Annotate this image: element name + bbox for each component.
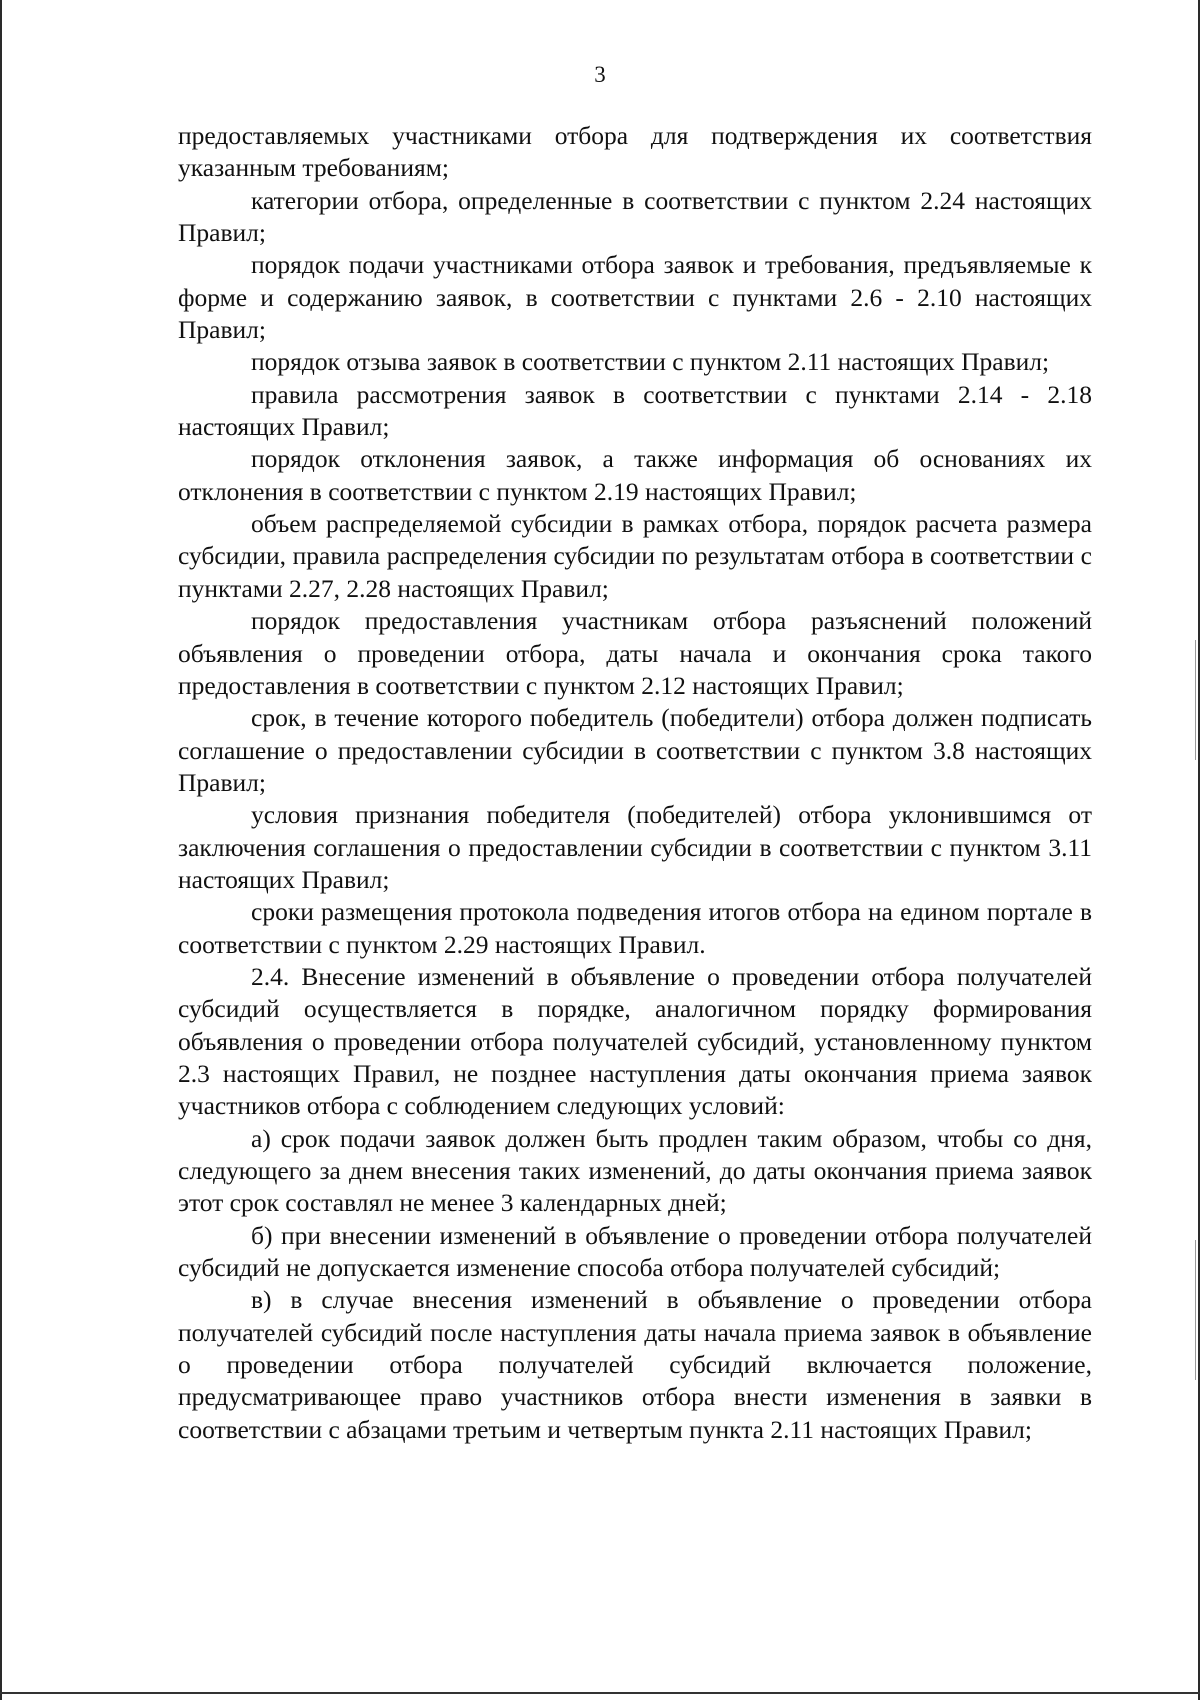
paragraph: порядок отклонения заявок, а также информация об основаниях их отклонения в соответствии с пунктом 2.19 настоящих Правил; — [178, 444, 1092, 506]
list-item-v: в) в случае внесения изменений в объявление о проведении отбора получателей субсидий после наступления даты начала приема заявок в объявление о проведении отбора получателей субсидий включается положение, предусматривающее право участников отбора внести изменения в заявки в соответствии с абзацами третьим и четвертым пункта 2.11 настоящих Правил; — [178, 1285, 1092, 1444]
paragraph: объем распределяемой субсидии в рамках отбора, порядок расчета размера субсидии, правила распределения субсидии по результатам отбора в соответствии с пунктами 2.27, 2.28 настоящих Правил; — [178, 509, 1092, 603]
paragraph: порядок отзыва заявок в соответствии с пунктом 2.11 настоящих Правил; — [251, 347, 1050, 377]
scan-edge-mark — [1195, 1240, 1196, 1380]
paragraph: предоставляемых участниками отбора для подтверждения их соответствия указанным требованиям; — [178, 121, 1092, 183]
document-body — [178, 120, 1092, 1446]
list-item-b: б) при внесении изменений в объявление о проведении отбора получателей субсидий не допускается изменение способа отбора получателей субсидий; — [178, 1220, 1092, 1283]
paragraph: порядок предоставления участникам отбора разъяснений положений объявления о проведении отбора, даты начала и окончания срока такого предоставления в соответствии с пунктом 2.12 настоящих Правил; — [178, 606, 1092, 700]
scan-bottom-edge — [0, 1692, 1200, 1694]
scan-left-edge — [0, 0, 2, 1700]
section-2-4-paragraph: 2.4. Внесение изменений в объявление о проведении отбора получателей субсидий осуществляется в порядке, аналогичном порядку формирования объявления о проведении отбора получателей субсидий, установленному пунктом 2.3 настоящих Правил, не позднее наступления даты окончания приема заявок участников отбора с соблюдением следующих условий: — [178, 961, 1092, 1121]
paragraph: срок, в течение которого победитель (победители) отбора должен подписать соглашение о предоставлении субсидии в соответствии с пунктом 3.8 настоящих Правил; — [178, 703, 1092, 797]
paragraph: условия признания победителя (победителей) отбора уклонившимся от заключения соглашения о предоставлении субсидии в соответствии с пунктом 3.11 настоящих Правил; — [178, 800, 1092, 894]
paragraph: сроки размещения протокола подведения итогов отбора на едином портале в соответствии с пунктом 2.29 настоящих Правил. — [178, 897, 1092, 959]
page-number: 3 — [594, 62, 606, 87]
paragraph: порядок подачи участниками отбора заявок и требования, предъявляемые к форме и содержанию заявок, в соответствии с пунктами 2.6 - 2.10 настоящих Правил; — [178, 250, 1092, 345]
list-item-a: а) срок подачи заявок должен быть продлен таким образом, чтобы со дня, следующего за днем внесения таких изменений, до даты окончания приема заявок этот срок составлял не менее 3 календарных дней; — [178, 1123, 1092, 1218]
scan-edge-mark — [1195, 640, 1196, 760]
paragraph: правила рассмотрения заявок в соответствии с пунктами 2.14 - 2.18 настоящих Правил; — [178, 379, 1092, 442]
paragraph: категории отбора, определенные в соответствии с пунктом 2.24 настоящих Правил; — [178, 185, 1092, 248]
